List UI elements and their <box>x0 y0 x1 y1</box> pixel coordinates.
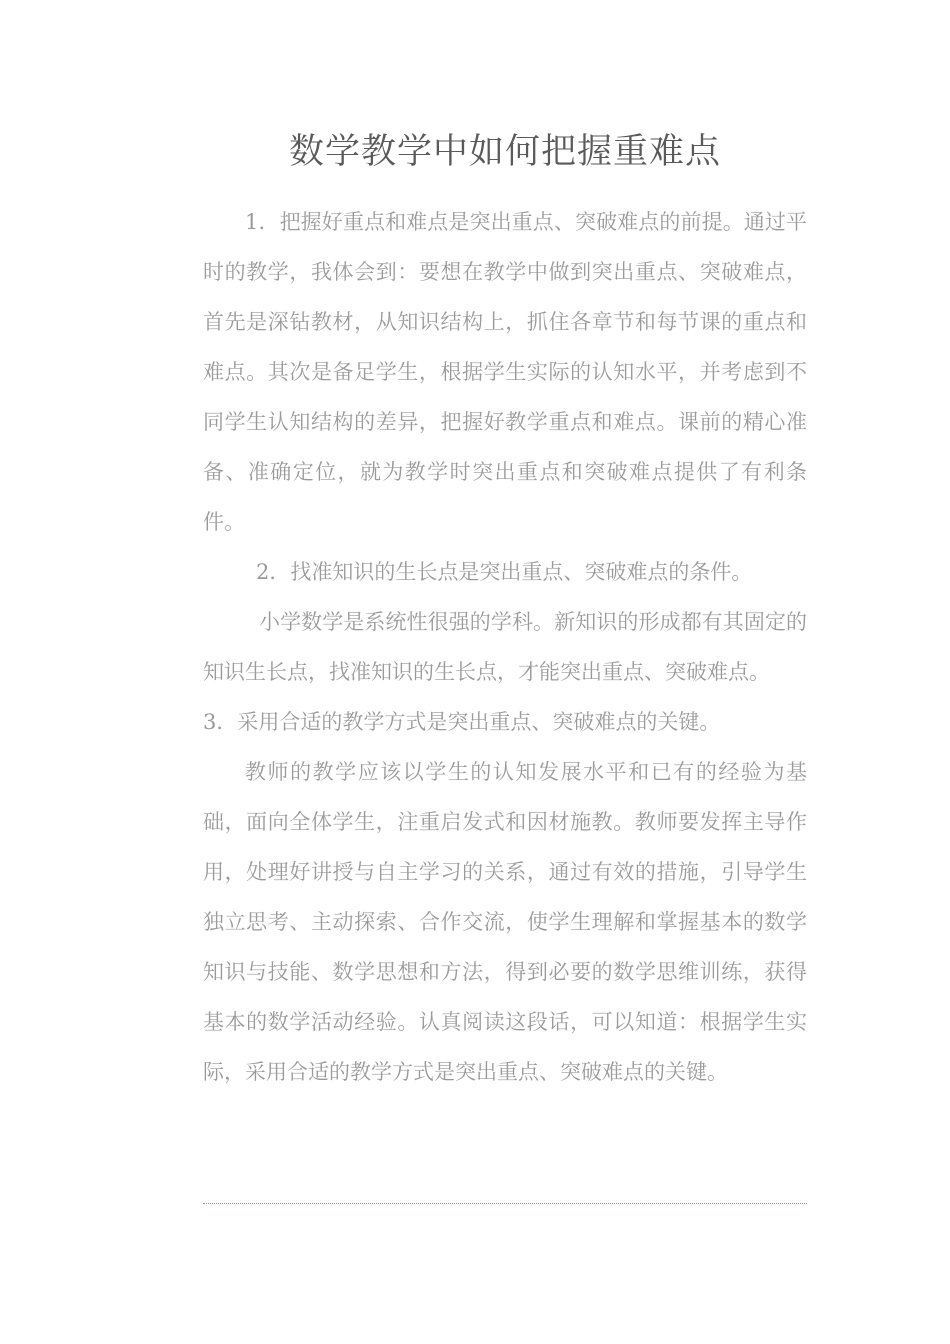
footer-divider <box>203 1203 807 1204</box>
paragraph-2-body: 小学数学是系统性很强的学科。新知识的形成都有其固定的知识生长点，找准知识的生长点，才能突出重点、突破难点。 <box>203 610 807 684</box>
document-body <box>203 197 807 1097</box>
paragraph-3-body: 教师的教学应该以学生的认知发展水平和已有的经验为基础，面向全体学生，注重启发式和因材施教。教师要发挥主导作用，处理好讲授与自主学习的关系，通过有效的措施，引导学生独立思考、主动探索、合作交流，使学生理解和掌握基本的数学知识与技能、数学思想和方法，得到必要的数学思维训练，获得基本的数学活动经验。认真阅读这段话，可以知道：根据学生实际，采用合适的教学方式是突出重点、突破难点的关键。 <box>203 760 807 1084</box>
page-title: 数学教学中如何把握重难点 <box>288 132 721 172</box>
paragraph-3-heading: 3．采用合适的教学方式是突出重点、突破难点的关键。 <box>203 710 721 734</box>
paragraph-2-heading: 2．找准知识的生长点是突出重点、突破难点的条件。 <box>256 560 753 584</box>
paragraph-1: 1．把握好重点和难点是突出重点、突破难点的前提。通过平时的教学，我体会到：要想在教学中做到突出重点、突破难点，首先是深钻教材，从知识结构上，抓住各章节和每节课的重点和难点。其次是备足学生，根据学生实际的认知水平，并考虑到不同学生认知结构的差异，把握好教学重点和难点。课前的精心准备、准确定位，就为教学时突出重点和突破难点提供了有利条件。 <box>203 210 807 534</box>
